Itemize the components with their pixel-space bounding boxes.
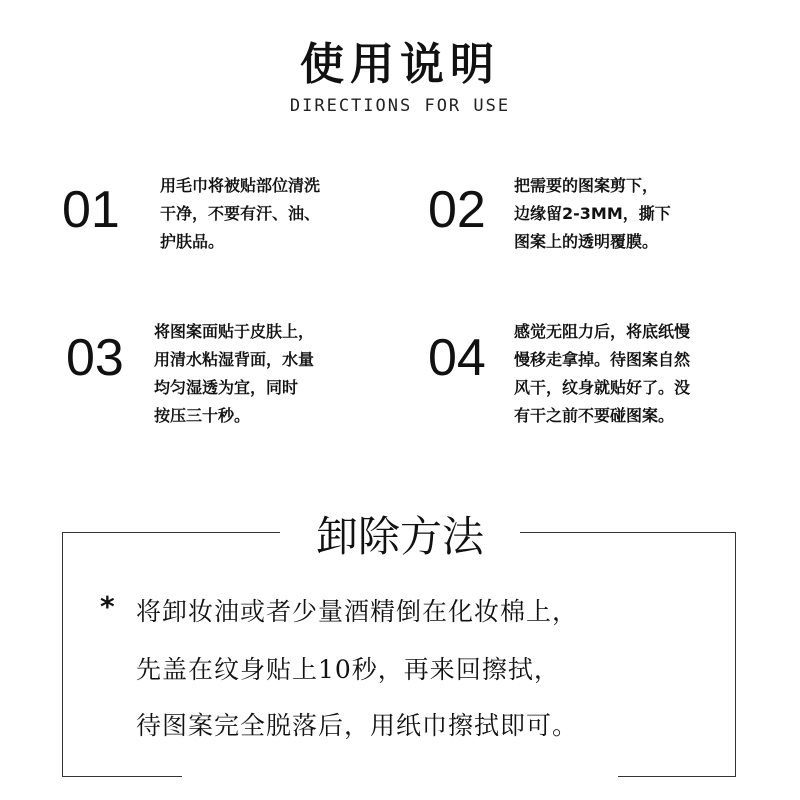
step-line: 干净，不要有汗、油、 [160,204,321,223]
asterisk-icon: * [100,590,115,623]
step-card [66,318,406,425]
step-line: 慢移走拿掉。待图案自然 [514,350,691,369]
step-description [154,318,384,430]
step-number: 01 [62,181,120,239]
step-line: 风干，纹身就贴好了。没 [514,378,691,397]
removal-line: 先盖在纹身贴上10秒，再来回擦拭， [136,655,560,684]
removal-line: 待图案完全脱落后，用纸巾擦拭即可。 [136,711,579,740]
step-number: 02 [428,181,486,239]
step-number: 04 [428,329,486,387]
step-line: 边缘留2-3MM，撕下 [514,204,671,223]
step-card [62,172,402,272]
step-line: 有干之前不要碰图案。 [514,406,675,425]
step-line: 把需要的图案剪下， [514,176,659,195]
step-number: 03 [66,329,124,387]
step-card [428,318,768,425]
step-description [514,172,744,256]
step-line: 护肤品。 [160,232,225,251]
step-description [514,318,744,430]
frame-bottom-left-line [62,776,182,777]
frame-bottom-right-line [618,776,736,777]
step-description [160,172,390,256]
step-card [428,172,768,272]
removal-line: 将卸妆油或者少量酒精倒在化妆棉上， [136,597,579,626]
step-line: 均匀湿透为宜，同时 [154,378,299,397]
step-line: 将图案面贴于皮肤上， [154,322,315,341]
removal-title: 卸除方法 [315,512,484,561]
step-line: 用毛巾将被贴部位清洗 [160,176,321,195]
step-line: 用清水粘湿背面，水量 [154,350,315,369]
step-line: 图案上的透明覆膜。 [514,232,659,251]
page-title: 使用说明 [300,39,500,90]
page-subtitle: DIRECTIONS FOR USE [289,96,511,116]
step-line: 感觉无阻力后，将底纸慢 [514,322,691,341]
step-line: 按压三十秒。 [154,406,251,425]
